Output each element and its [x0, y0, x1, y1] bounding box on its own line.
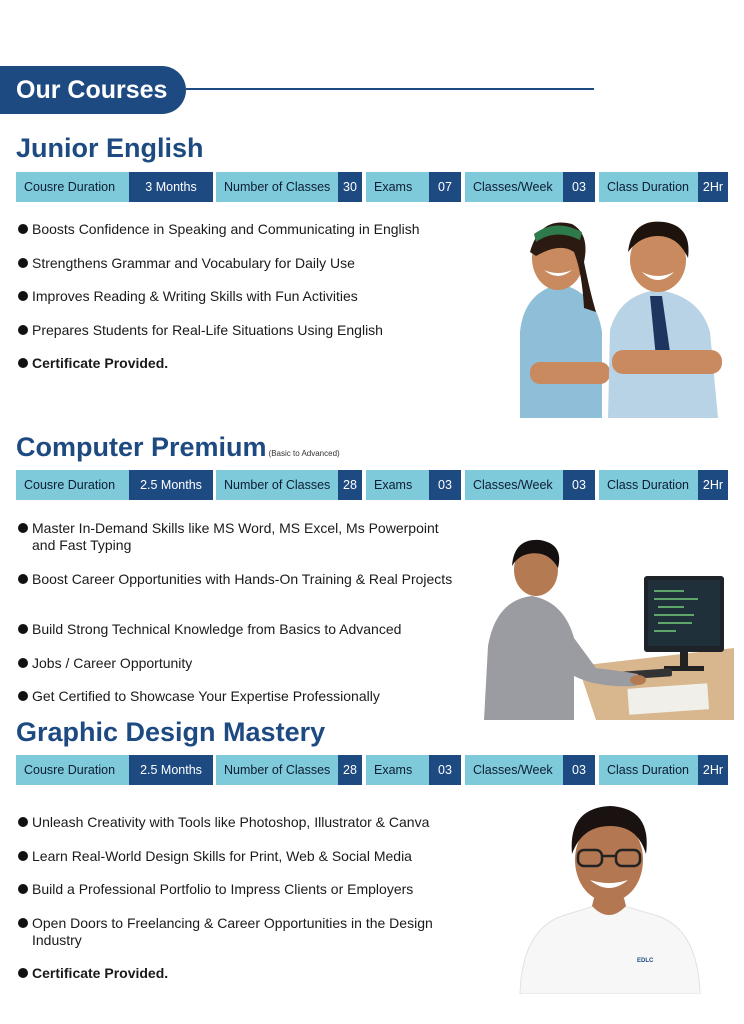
info-label-class-duration: Class Duration — [599, 470, 698, 500]
list-item: Boosts Confidence in Speaking and Communicating in English — [18, 221, 458, 238]
list-item: Get Certified to Showcase Your Expertise Professionally — [18, 688, 458, 705]
info-label-class-duration: Class Duration — [599, 172, 698, 202]
info-value-class-duration: 2Hr — [698, 755, 728, 785]
bullet-dot-icon — [18, 851, 28, 861]
list-item: Build a Professional Portfolio to Impress Clients or Employers — [18, 881, 458, 898]
info-value-classes: 30 — [338, 172, 362, 202]
bullet-dot-icon — [18, 258, 28, 268]
list-item: Boost Career Opportunities with Hands-On Training & Real Projects — [18, 571, 458, 588]
bullet-dot-icon — [18, 224, 28, 234]
info-value-classes-week: 03 — [563, 470, 595, 500]
info-value-duration: 3 Months — [129, 172, 213, 202]
info-label-class-duration: Class Duration — [599, 755, 698, 785]
bullet-dot-icon — [18, 691, 28, 701]
bullet-dot-icon — [18, 884, 28, 894]
info-value-class-duration: 2Hr — [698, 172, 728, 202]
list-item: Build Strong Technical Knowledge from Basics to Advanced — [18, 621, 458, 638]
bullet-dot-icon — [18, 918, 28, 928]
list-item: Strengthens Grammar and Vocabulary for Daily Use — [18, 255, 458, 272]
bullet-dot-icon — [18, 523, 28, 533]
header-divider — [186, 88, 594, 90]
bullet-dot-icon — [18, 358, 28, 368]
course-title-text: Junior English — [16, 133, 204, 163]
course-info-bar — [16, 172, 728, 202]
course-title-computer-premium — [16, 432, 340, 463]
students-kids-photo — [500, 212, 730, 418]
info-label-classes: Number of Classes — [216, 172, 338, 202]
student-designer-photo — [512, 802, 706, 994]
list-item: Certificate Provided. — [18, 355, 458, 372]
info-label-duration: Cousre Duration — [16, 172, 129, 202]
course-title-text: Graphic Design Mastery — [16, 717, 326, 747]
course-subtitle: (Basic to Advanced) — [268, 449, 340, 458]
student-computer-photo — [478, 536, 734, 720]
info-label-classes-week: Classes/Week — [465, 470, 563, 500]
course-title-graphic-design — [16, 717, 325, 748]
bullet-dot-icon — [18, 574, 28, 584]
list-item: Certificate Provided. — [18, 965, 458, 982]
list-item: Learn Real-World Design Skills for Print, Web & Social Media — [18, 848, 458, 865]
info-label-classes-week: Classes/Week — [465, 755, 563, 785]
info-value-duration: 2.5 Months — [129, 470, 213, 500]
info-label-exams: Exams — [366, 172, 429, 202]
info-value-exams: 03 — [429, 470, 461, 500]
info-label-duration: Cousre Duration — [16, 755, 129, 785]
info-label-classes: Number of Classes — [216, 755, 338, 785]
info-label-duration: Cousre Duration — [16, 470, 129, 500]
info-label-exams: Exams — [366, 470, 429, 500]
bullet-dot-icon — [18, 658, 28, 668]
course-title-junior-english — [16, 133, 204, 164]
info-label-classes-week: Classes/Week — [465, 172, 563, 202]
list-item: Jobs / Career Opportunity — [18, 655, 458, 672]
info-value-classes-week: 03 — [563, 755, 595, 785]
bullet-dot-icon — [18, 968, 28, 978]
course-info-bar — [16, 755, 728, 785]
info-value-exams: 07 — [429, 172, 461, 202]
bullet-dot-icon — [18, 624, 28, 634]
info-value-class-duration: 2Hr — [698, 470, 728, 500]
tshirt-logo: EDLC — [637, 958, 654, 964]
info-value-classes: 28 — [338, 755, 362, 785]
info-label-exams: Exams — [366, 755, 429, 785]
info-value-duration: 2.5 Months — [129, 755, 213, 785]
info-label-classes: Number of Classes — [216, 470, 338, 500]
course-info-bar — [16, 470, 728, 500]
list-item: Open Doors to Freelancing & Career Opportunities in the Design Industry — [18, 915, 458, 949]
list-item: Prepares Students for Real-Life Situations Using English — [18, 322, 458, 339]
section-title: Our Courses — [0, 66, 186, 114]
info-value-exams: 03 — [429, 755, 461, 785]
list-item: Master In-Demand Skills like MS Word, MS Excel, Ms Powerpoint and Fast Typing — [18, 520, 458, 554]
bullet-dot-icon — [18, 291, 28, 301]
bullet-dot-icon — [18, 325, 28, 335]
course-title-text: Computer Premium — [16, 432, 267, 462]
list-item: Improves Reading & Writing Skills with Fun Activities — [18, 288, 458, 305]
list-item: Unleash Creativity with Tools like Photoshop, Illustrator & Canva — [18, 814, 458, 831]
info-value-classes: 28 — [338, 470, 362, 500]
bullet-dot-icon — [18, 817, 28, 827]
info-value-classes-week: 03 — [563, 172, 595, 202]
